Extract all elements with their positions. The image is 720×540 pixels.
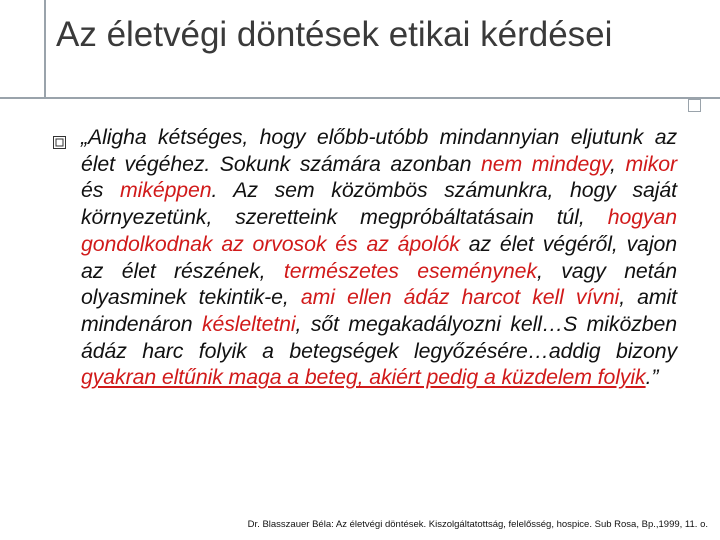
horizontal-rule [0,97,720,99]
accent-square [688,99,701,112]
vertical-rule [44,0,46,97]
quote-part: . Az sem közömbös számunkra, hogy saját környezetünk, szeretteink megpróbáltatásain túl, [81,178,677,230]
highlight-text: miképpen [120,178,212,203]
highlight-text: természetes eseménynek [283,258,537,283]
quote-part: , [610,151,626,176]
quote-part: , vagy netán olyasminek tekintik-e, [81,258,677,310]
quote-part: és [81,178,120,203]
quote-part: az élet végéről, vajon az élet részének, [81,231,677,283]
highlight-text: ami ellen ádáz harcot kell vívni [300,285,620,310]
quote-part: .” [645,365,659,390]
highlight-text: mikor [625,151,677,176]
quote-part: , amit mindenáron [81,285,677,336]
highlight-text: késleltetni [201,311,296,336]
checkbox-bullet-icon [53,136,66,152]
citation-footnote: Dr. Blasszauer Béla: Az életvégi döntések. Kiszolgáltatottság, felelősség, hospice. Sub Rosa, Bp.,1999, 11. o. [247,519,708,530]
quote-text [81,124,677,391]
underlined-highlight-text: gyakran eltűnik maga a beteg, akiért pedig a küzdelem folyik [81,365,646,390]
quote-part: „Aligha kétséges, hogy előbb-utóbb mindannyian eljutunk az élet végéhez. Sokunk számára azonban [81,125,677,176]
quote-part: , sőt megakadályozni kell…S miközben ádáz harc folyik a betegségek legyőzésére…addig bizony [81,311,677,363]
highlight-text: nem mindegy [481,151,610,176]
slide-title: Az életvégi döntések etikai kérdései [56,15,613,54]
highlight-text: hogyan gondolkodnak az orvosok és az ápolók [81,205,677,256]
